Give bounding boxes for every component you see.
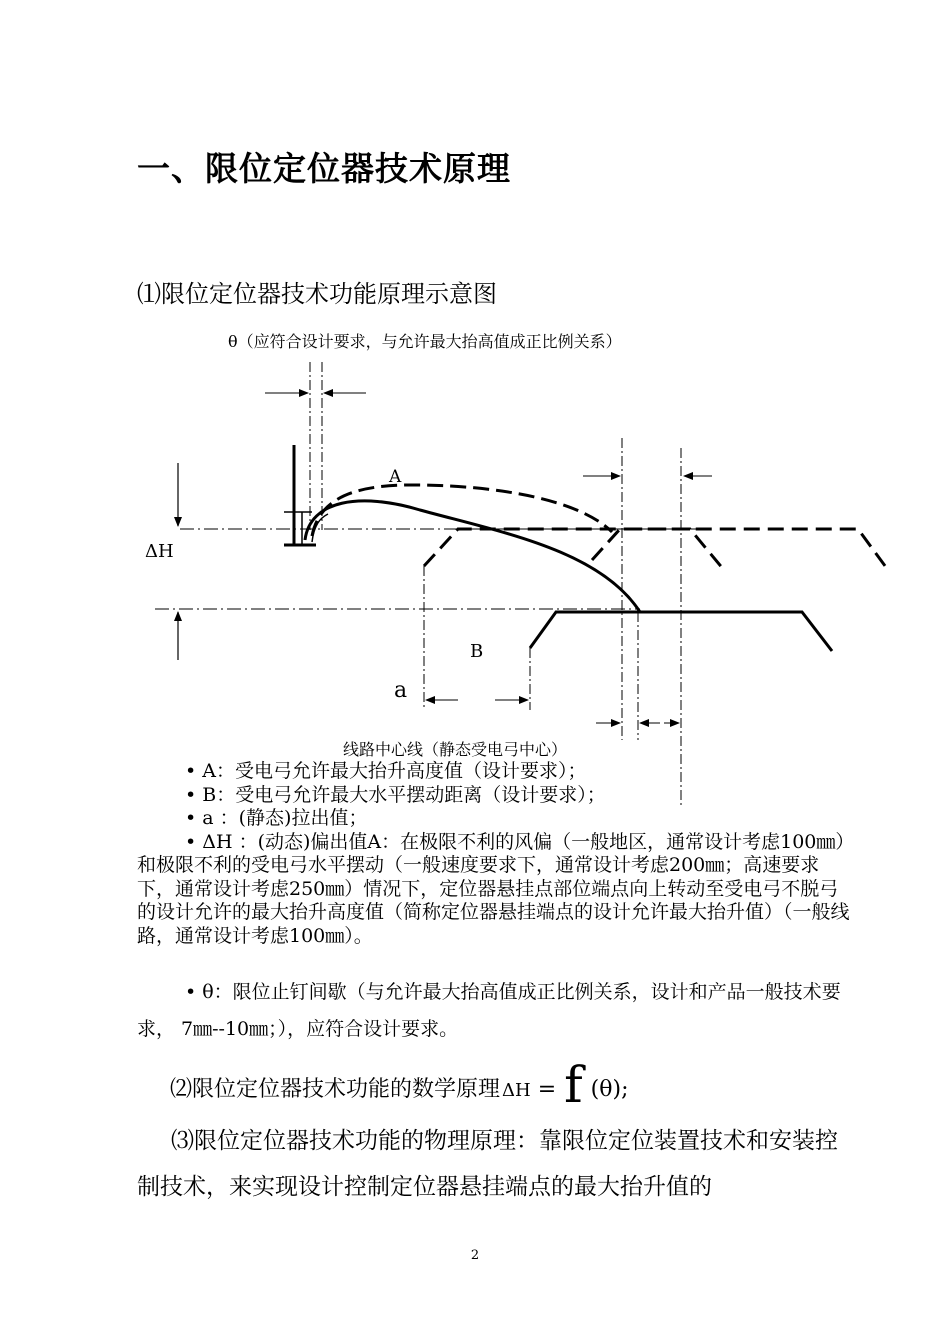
upper-pantograph-left-dashed <box>592 529 724 570</box>
math-eq: = <box>537 1077 557 1102</box>
label-a-lower: a <box>394 678 408 703</box>
note-small-a: • a ：(静态)拉出值； <box>185 807 368 829</box>
math-prefix: ⑵限位定位器技术功能的数学原理 <box>170 1077 501 1102</box>
page-title: 一、限位定位器技术原理 <box>137 149 511 188</box>
notes-block <box>137 760 853 948</box>
physics-principle: ⑶限位定位器技术功能的物理原理：靠限位定位装置技术和安装控制技术，来实现设计控制定位器悬挂端点的最大抬升值的 <box>137 1128 838 1200</box>
note-b: • B：受电弓允许最大水平摆动距离（设计要求）； <box>185 783 606 806</box>
label-dh: ΔH <box>145 541 174 562</box>
math-dh: ΔH <box>502 1080 531 1101</box>
theta-note: θ（应符合设计要求，与允许最大抬高值成正比例关系） <box>228 332 622 351</box>
label-a-upper: A <box>389 467 402 487</box>
math-arg: (θ); <box>590 1077 629 1102</box>
note-a: • A：受电弓允许最大抬升高度值（设计要求）； <box>185 760 587 782</box>
label-b: B <box>470 641 484 662</box>
upper-pantograph-dashed <box>424 529 888 570</box>
note-dh: • ΔH ：(动态)偏出值A：在极限不利的风偏（一般地区，通常设计考虑100㎜）和极限不利的受电弓水平摆动（一般速度要求下，通常设计考虑200㎜；高速要求下，通常设计考虑250㎜）情况下，定位器悬挂点部位端点向上转动至受电弓不脱弓的设计允许的最大抬升高度值（简称定位器悬挂端点的设计允许最大抬升值）（一般线路，通常设计考虑100㎜）。 <box>137 830 850 947</box>
centerline-label: 线路中心线（静态受电弓中心） <box>343 740 568 759</box>
math-principle <box>170 1056 629 1114</box>
theta-definition: • θ：限位止钉间歇（与允许最大抬高值成正比例关系，设计和产品一般技术要求， 7㎜--10㎜；），应符合设计要求。 <box>137 981 841 1040</box>
section-heading-diagram: ⑴限位定位器技术功能原理示意图 <box>137 280 497 308</box>
page-number: 2 <box>470 1248 480 1263</box>
math-f: f <box>564 1056 583 1114</box>
